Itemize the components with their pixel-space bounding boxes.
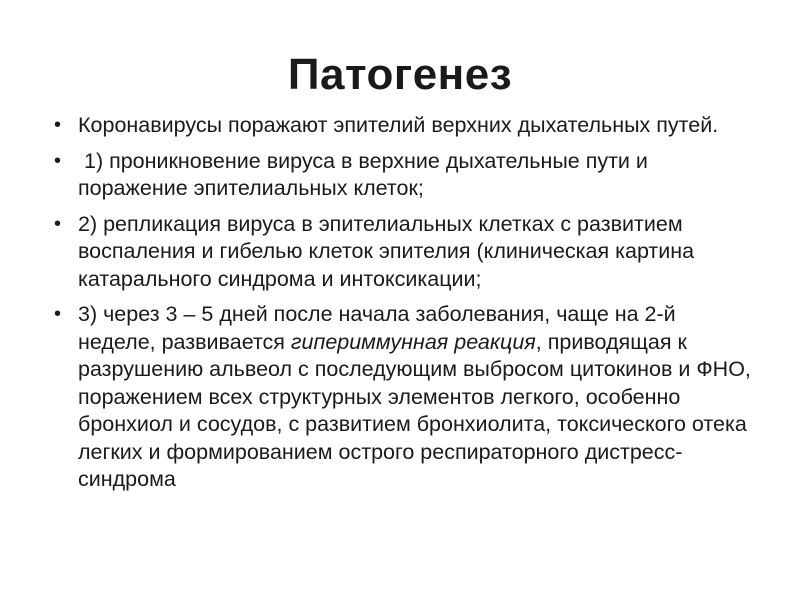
bullet-text: 2) репликация вируса в эпителиальных клетках с развитием воспаления и гибелью клеток эпителия (клиническая картина катарального синдрома и интоксикации;: [78, 211, 695, 291]
bullet-item-3: [54, 211, 754, 294]
bullet-item-1: [54, 112, 754, 140]
bullet-dot-icon: •: [54, 114, 62, 136]
bullet-dot-icon: •: [54, 149, 62, 172]
bullet-item-2: [54, 148, 754, 203]
bullet-text: Коронавирусы поражают эпителий верхних дыхательных путей.: [78, 113, 719, 137]
bullet-text-start: 3) через 3 – 5 дней после начала заболевания, чаще на 2-й неделе, развивается: [78, 302, 676, 354]
bullet-text-end: , приводящая к разрушению альвеол с последующим выбросом цитокинов и ФНО, поражением всех структурных элементов легкого, особенно бронхиол и сосудов, с развитием бронхиолита, токсического отека легких и формированием острого респираторного дистресс-синдрома: [78, 329, 751, 491]
slide-title: Патогенез: [287, 50, 513, 99]
bullet-dot-icon: •: [54, 212, 62, 235]
bullet-text: 1) проникновение вируса в верхние дыхательные пути и поражение эпителиальных клеток;: [78, 148, 654, 200]
bullet-dot-icon: •: [54, 303, 62, 325]
bullet-item-4: [54, 301, 754, 494]
bullet-list: [54, 112, 754, 502]
bullet-text-emphasis: гипериммунная реакция: [290, 329, 536, 354]
